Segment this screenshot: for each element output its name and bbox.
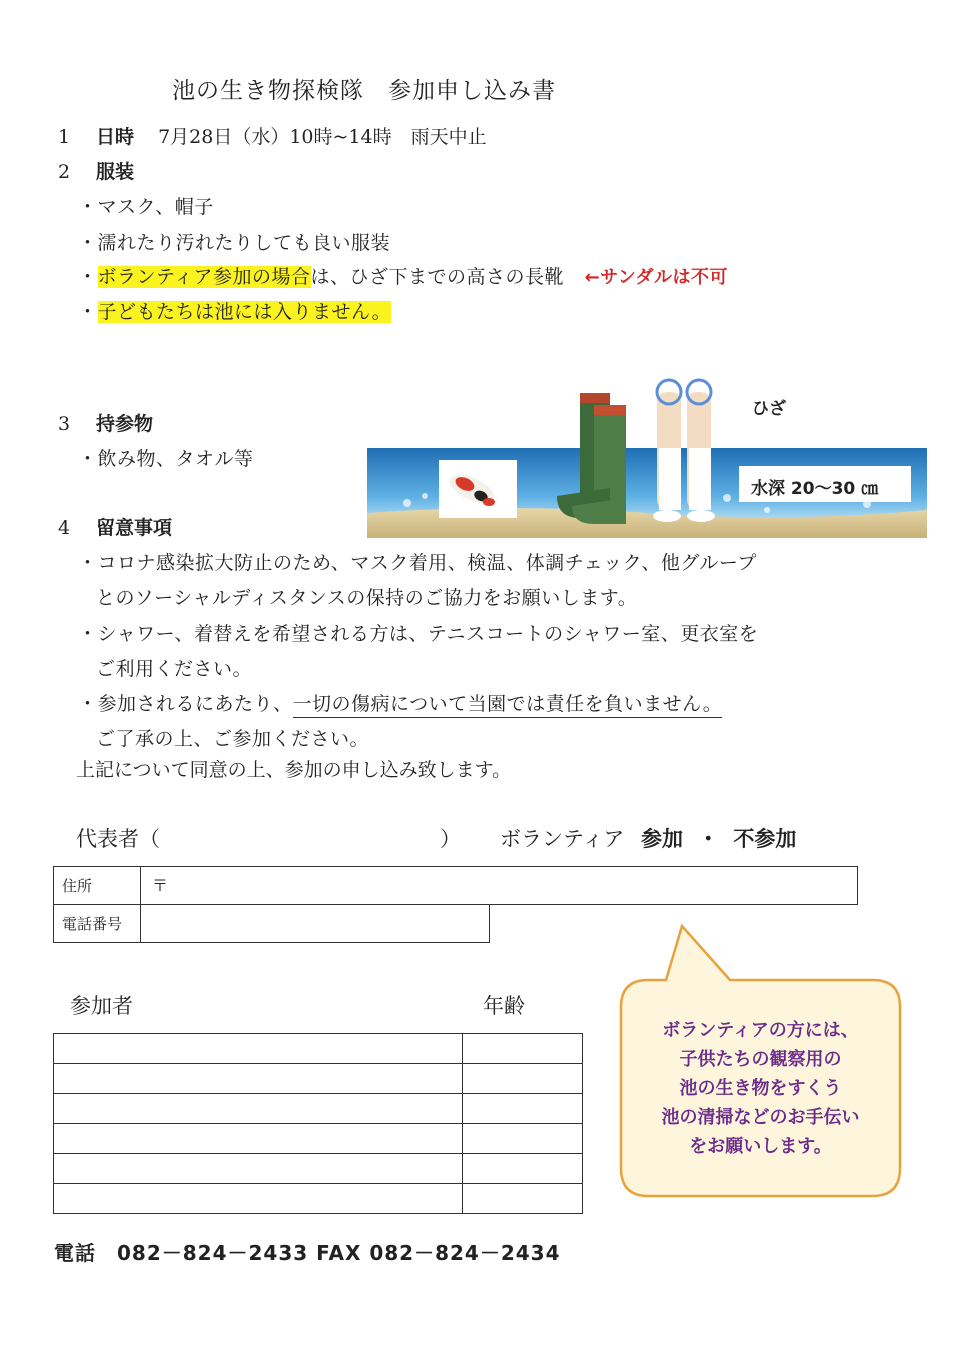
section-heading: 日時 xyxy=(96,126,135,148)
participant-age-cell[interactable] xyxy=(463,1154,583,1184)
representative-close: ） xyxy=(440,827,461,851)
section-heading: 服装 xyxy=(96,161,135,183)
section-schedule xyxy=(58,122,487,149)
note-line: ・シャワー、着替えを希望される方は、テニスコートのシャワー室、更衣室を xyxy=(78,623,759,645)
section-heading: 留意事項 xyxy=(96,517,173,539)
bubble-text: ボランティアの方には、 子供たちの観察用の 池の生き物をすくう 池の清掃などのお手伝い をお願いします。 xyxy=(661,1020,860,1157)
participant-name-cell[interactable] xyxy=(54,1124,463,1154)
depth-label: 水深 20～30 ㎝ xyxy=(751,479,879,499)
section-clothing xyxy=(58,157,134,184)
liability-note: ・参加されるにあたり、一切の傷病について当園では責任を負いません。 xyxy=(78,689,722,716)
section-number: 4 xyxy=(58,517,71,539)
table-row xyxy=(54,1184,583,1214)
section-belongings xyxy=(58,409,153,436)
list-item: ・マスク、帽子 xyxy=(78,196,214,218)
page-title: 池の生き物探検隊 参加申し込み書 xyxy=(172,78,556,104)
water-depth-illustration xyxy=(367,378,927,538)
section-notes xyxy=(58,513,172,540)
volunteer-info-bubble xyxy=(618,922,903,1200)
section-heading: 持参物 xyxy=(96,413,154,435)
contact-info: 電話 082－824－2433 FAX 082－824－2434 xyxy=(54,1241,561,1265)
participant-name-cell[interactable] xyxy=(54,1034,463,1064)
pond-scene-image xyxy=(367,378,927,538)
participant-age-cell[interactable] xyxy=(463,1184,583,1214)
phone-field[interactable] xyxy=(144,906,487,940)
note-line: ご利用ください。 xyxy=(96,658,253,680)
table-row xyxy=(54,1094,583,1124)
postal-mark: 〒 xyxy=(152,876,169,895)
table-row xyxy=(54,1064,583,1094)
participant-name-cell[interactable] xyxy=(54,1154,463,1184)
list-item: ・飲み物、タオル等 xyxy=(78,448,254,470)
not-attend-option[interactable]: 不参加 xyxy=(733,827,797,851)
note-line: ご了承の上、ご参加ください。 xyxy=(96,728,370,750)
age-label: 年齢 xyxy=(483,994,525,1018)
phone-label: 電話番号 xyxy=(62,915,123,933)
participant-age-cell[interactable] xyxy=(463,1064,583,1094)
address-field[interactable] xyxy=(180,868,852,902)
participant-age-cell[interactable] xyxy=(463,1094,583,1124)
highlight-children: 子どもたちは池には入りません。 xyxy=(97,301,392,323)
note-line: とのソーシャルディスタンスの保持のご協力をお願いします。 xyxy=(96,587,638,609)
representative-label: 代表者（ xyxy=(76,827,160,851)
table-row xyxy=(54,1154,583,1184)
participants-label: 参加者 xyxy=(70,994,133,1018)
participant-age-cell[interactable] xyxy=(463,1124,583,1154)
schedule-text: 7月28日（水）10時~14時 雨天中止 xyxy=(158,126,487,148)
participant-name-cell[interactable] xyxy=(54,1184,463,1214)
participants-table xyxy=(53,1033,583,1214)
participant-age-cell[interactable] xyxy=(463,1034,583,1064)
address-label: 住所 xyxy=(62,877,93,895)
section-number: 2 xyxy=(58,161,71,183)
agreement-statement: 上記について同意の上、参加の申し込み致します。 xyxy=(76,759,512,781)
boots-text: は、ひざ下までの高さの長靴 xyxy=(310,266,565,288)
list-item: ・濡れたり汚れたりしても良い服装 xyxy=(78,232,391,254)
participant-name-cell[interactable] xyxy=(54,1094,463,1124)
participant-name-cell[interactable] xyxy=(54,1064,463,1094)
volunteer-label: ボランティア xyxy=(500,827,625,851)
table-row xyxy=(54,1124,583,1154)
sandal-warning: ←サンダルは不可 xyxy=(584,267,729,288)
liability-underlined: 一切の傷病について当園では責任を負いません。 xyxy=(293,693,723,718)
volunteer-choice: ボランティア 参加 ・ 不参加 xyxy=(500,827,797,851)
section-number: 1 xyxy=(58,126,71,148)
table-row xyxy=(54,1034,583,1064)
highlight-volunteer: ボランティア参加の場合 xyxy=(97,266,311,288)
section-number: 3 xyxy=(58,413,71,435)
knee-label: ひざ xyxy=(752,399,786,419)
note-line: ・コロナ感染拡大防止のため、マスク着用、検温、体調チェック、他グループ xyxy=(78,552,757,574)
list-item-boots: ・ボランティア参加の場合は、ひざ下までの高さの長靴 ←サンダルは不可 xyxy=(78,266,729,288)
list-item-children: ・子どもたちは池には入りません。 xyxy=(78,301,392,323)
attend-option[interactable]: 参加 xyxy=(641,827,684,851)
